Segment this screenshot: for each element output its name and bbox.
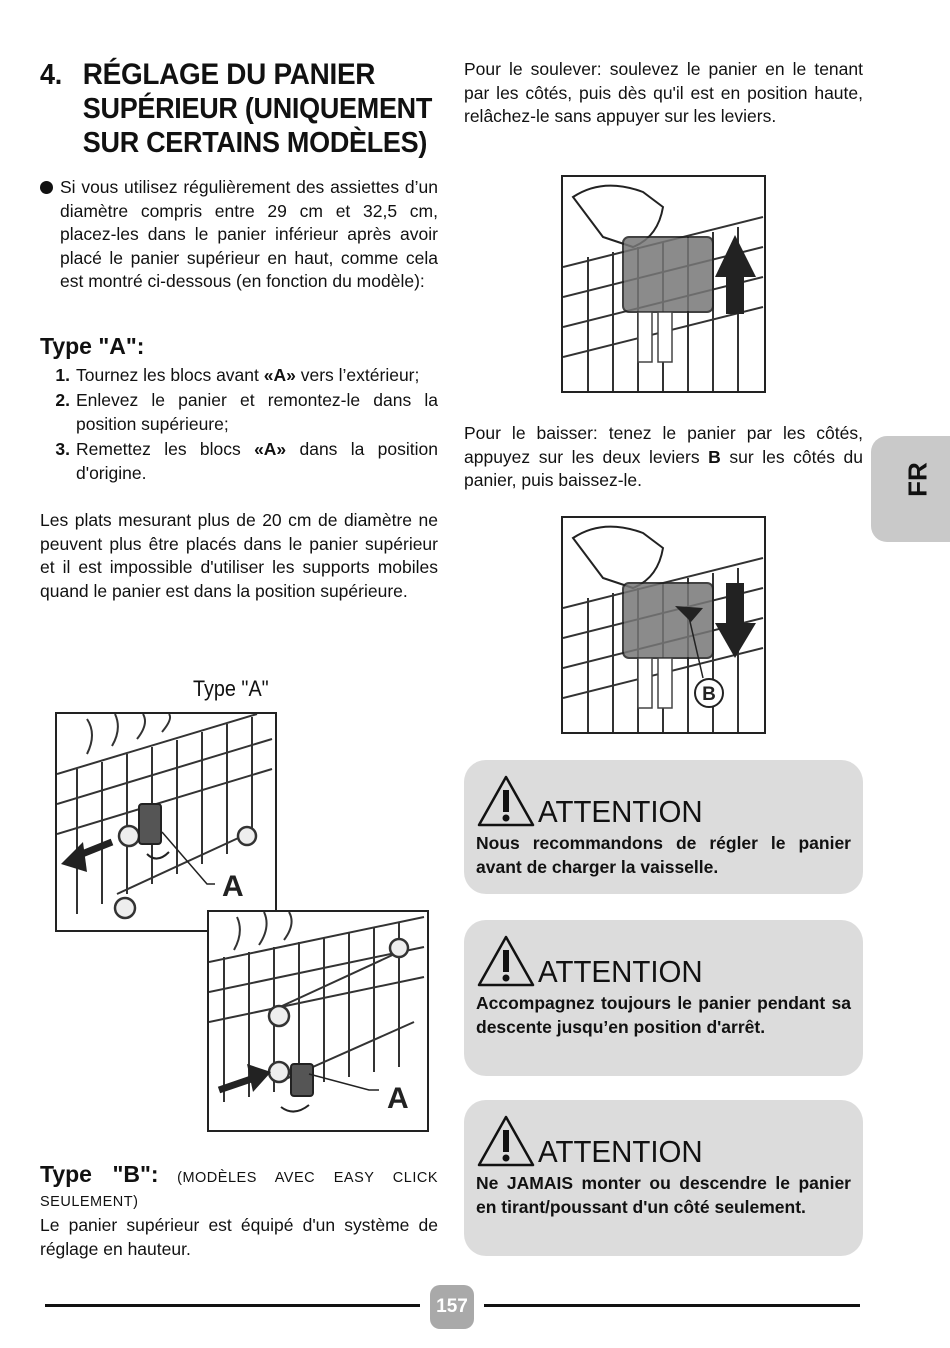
- warning-triangle-icon: [476, 1114, 536, 1168]
- step-item: 2. Enlevez le panier et remontez-le dans la position supérieure;: [55, 390, 438, 434]
- callout-a-top: A: [222, 870, 244, 903]
- footer-line-right: [484, 1304, 860, 1307]
- attention-box: [464, 760, 863, 894]
- type-a-figure-bottom: [207, 910, 429, 1132]
- title-line-1: RÉGLAGE DU PANIER: [82, 58, 376, 91]
- raise-instructions: Pour le soulever: soulevez le panier en le tenant par les côtés, puis dès qu'il est en position haute, relâchez-le sans appuyer sur les leviers.: [464, 59, 863, 126]
- left-column: [40, 58, 438, 603]
- attention-title: ATTENTION: [538, 1134, 703, 1169]
- page-number: 157: [430, 1285, 474, 1329]
- step-item: 3. Remettez les blocs «A» dans la position d'origine.: [55, 439, 438, 483]
- section-title: [40, 58, 440, 160]
- arrow-right-icon: [247, 1064, 271, 1092]
- type-a-figure-top: [55, 712, 277, 932]
- basket-illustration-bottom: [209, 912, 427, 1130]
- bullet-dot-icon: [40, 181, 53, 194]
- right-column: [464, 58, 863, 129]
- type-b-section: [40, 1162, 438, 1261]
- arrow-down-icon: [715, 623, 756, 658]
- arrow-up-icon: [715, 235, 756, 277]
- section-number: 4.: [40, 59, 62, 91]
- attention-text: Nous recommandons de régler le panier avant de charger la vaisselle.: [476, 833, 851, 877]
- type-b-text: Le panier supérieur est équipé d'un système de réglage en hauteur.: [40, 1215, 438, 1259]
- figure-caption: Type "A": [193, 676, 269, 701]
- intro-bullet: [40, 176, 438, 294]
- attention-text: Ne JAMAIS monter ou descendre le panier en tirant/poussant d'un côté seulement.: [476, 1173, 851, 1217]
- callout-a-bottom: A: [387, 1082, 409, 1115]
- lever-label: B: [702, 684, 716, 705]
- attention-title: ATTENTION: [538, 954, 703, 989]
- type-a-steps: [40, 364, 438, 486]
- type-a-note: Les plats mesurant plus de 20 cm de diamètre ne peuvent plus être placés dans le panier supérieur et il est impossible d'utiliser les supports mobiles quand le panier est dans la position supérieure.: [40, 510, 438, 601]
- attention-box: [464, 1100, 863, 1256]
- lower-instructions: Pour le baisser: tenez le panier par les côtés, appuyez sur les deux leviers B sur les côtés du panier, puis baissez-le.: [464, 423, 864, 490]
- hand-illustration: [573, 527, 663, 588]
- title-line-3: SUR CERTAINS MODÈLES): [82, 127, 428, 159]
- arrow-down-shaft: [726, 583, 744, 628]
- step-item: 1. Tournez les blocs avant «A» vers l’extérieur;: [55, 364, 420, 385]
- warning-triangle-icon: [476, 934, 536, 988]
- title-line-2: SUPÉRIEUR (UNIQUEMENT: [82, 93, 433, 125]
- type-a-heading: Type "A":: [40, 332, 145, 359]
- lower-illustration: [563, 518, 764, 732]
- type-b-heading: Type "B":: [40, 1161, 159, 1187]
- language-tab-label: FR: [902, 462, 933, 497]
- raise-illustration: [563, 177, 764, 391]
- attention-box: [464, 920, 863, 1076]
- raise-figure: [561, 175, 766, 393]
- arrow-up-shaft: [726, 272, 744, 314]
- attention-text: Accompagnez toujours le panier pendant sa descente jusqu’en position d'arrêt.: [476, 993, 851, 1037]
- arrow-left-icon: [61, 842, 87, 872]
- language-tab: [871, 436, 950, 542]
- attention-title: ATTENTION: [538, 794, 703, 829]
- type-b-subheading: (MODÈLES AVEC EASY CLICK SEULEMENT): [40, 1170, 439, 1210]
- basket-illustration-top: [57, 714, 275, 930]
- intro-bullet-text: Si vous utilisez régulièrement des assiettes d’un diamètre compris entre 29 cm et 32,5 cm, placez-les dans le panier inférieur après avoir placé le panier supérieur en haut, comme cela est montré ci-dessous (en fonction du modèle):: [60, 177, 438, 291]
- lower-figure: [561, 516, 766, 734]
- warning-triangle-icon: [476, 774, 536, 828]
- footer-line-left: [45, 1304, 420, 1307]
